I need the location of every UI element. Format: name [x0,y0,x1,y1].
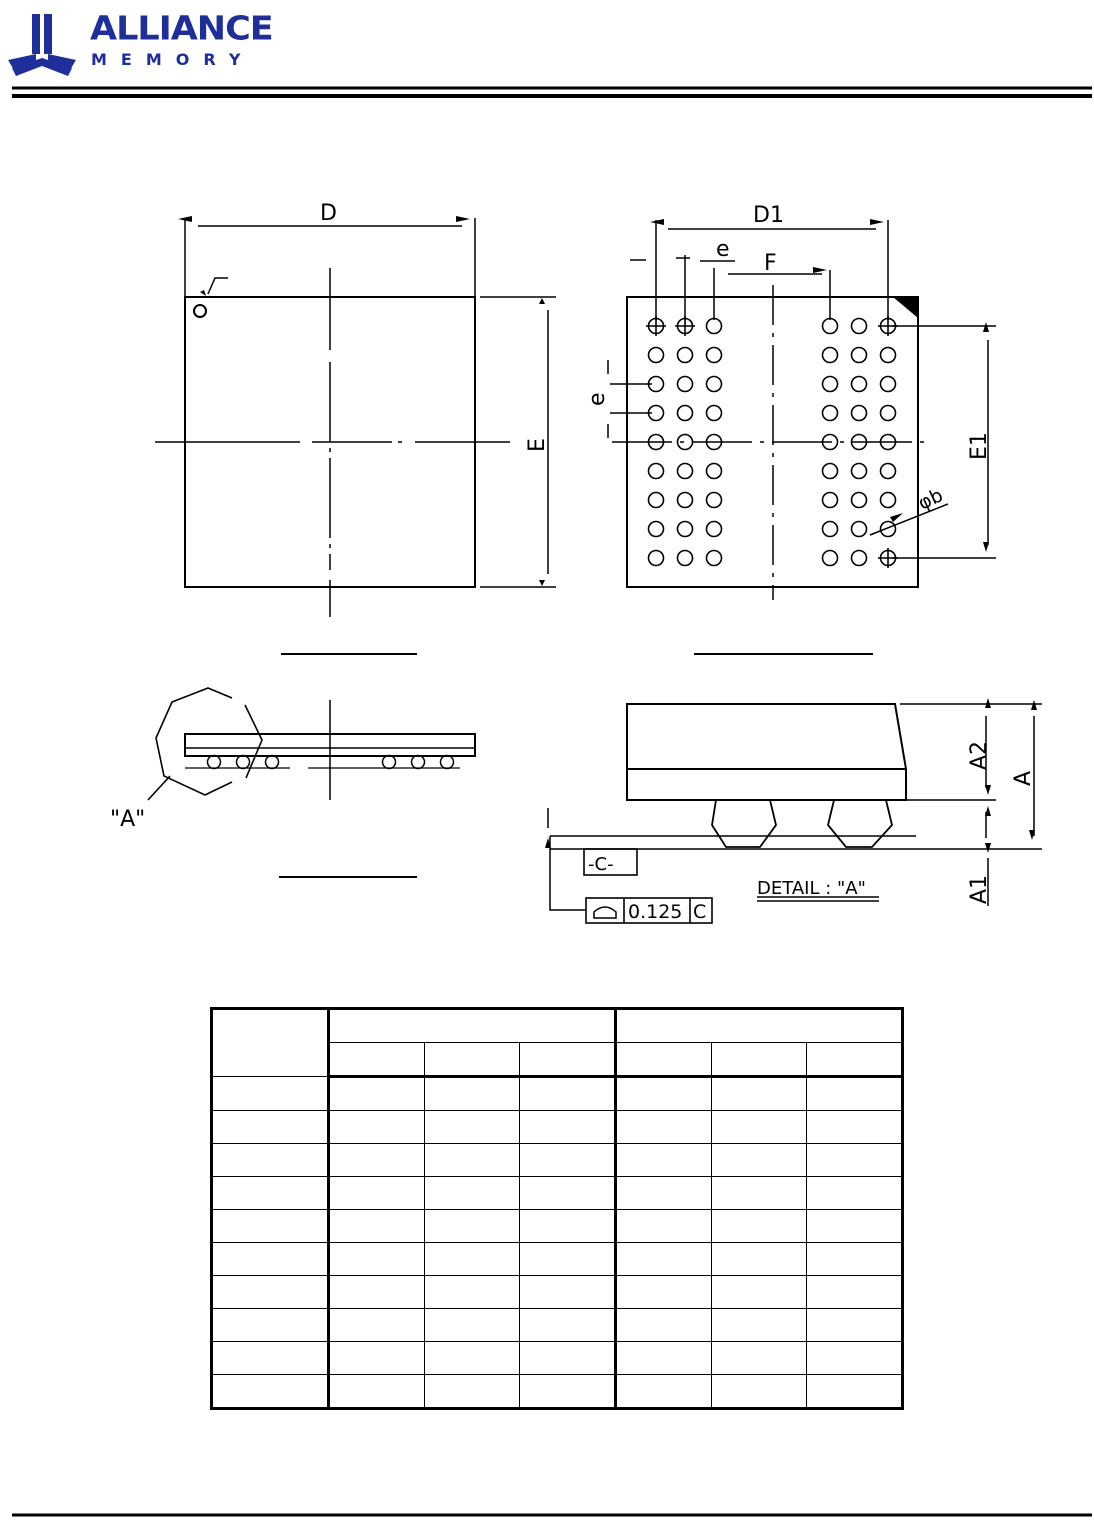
table-cell [712,1177,807,1210]
table-cell [616,1342,712,1375]
table-cell [425,1342,520,1375]
table-cell [807,1276,903,1309]
table-cell [212,1210,329,1243]
table-cell [807,1243,903,1276]
table-cell [329,1243,425,1276]
table-cell [807,1210,903,1243]
ball [881,406,896,421]
ball [881,493,896,508]
table-header-cell [807,1043,903,1077]
table-cell [712,1210,807,1243]
table-cell [520,1309,616,1342]
dimension-table [210,1007,904,1410]
ball [852,493,867,508]
table-row [212,1111,903,1144]
detail-a-callout: "A" [110,807,146,832]
table-cell [329,1375,425,1409]
ball [823,522,838,537]
table-cell [212,1309,329,1342]
table-cell [425,1111,520,1144]
ball [823,464,838,479]
ball [823,406,838,421]
dim-A-label: A [1011,770,1036,786]
table-cell [329,1276,425,1309]
dim-D1-label: D1 [753,203,784,228]
table-cell [520,1243,616,1276]
table-cell [329,1111,425,1144]
table-cell [212,1243,329,1276]
ball [649,348,664,363]
dim-ball-diameter-label: φb [914,484,947,515]
table-header-symbol [212,1009,329,1077]
table-cell [616,1276,712,1309]
table-header-group-left [329,1009,616,1043]
table-row [212,1177,903,1210]
datum-c-label: -C- [588,854,614,875]
table-row [212,1342,903,1375]
detail-a-title: DETAIL : "A" [757,878,866,899]
ball [707,493,722,508]
bottom-view [608,220,996,654]
table-row [212,1276,903,1309]
ball [823,493,838,508]
table-cell [616,1144,712,1177]
table-cell [807,1309,903,1342]
ball [707,348,722,363]
table-cell [520,1177,616,1210]
table-cell [712,1375,807,1409]
table-cell [425,1243,520,1276]
ball [678,464,693,479]
ball [649,522,664,537]
table-cell [712,1144,807,1177]
ball [881,348,896,363]
table-cell [425,1144,520,1177]
ball [852,464,867,479]
table-cell [212,1342,329,1375]
table-cell [712,1077,807,1111]
dim-A2-label: A2 [967,740,992,770]
ball [678,377,693,392]
ball [852,319,867,334]
ball [852,377,867,392]
table-row [212,1243,903,1276]
ball [649,551,664,566]
ball [678,522,693,537]
side-view [148,688,475,877]
dim-E1-label: E1 [967,432,992,460]
ball [707,319,722,334]
table-cell [329,1077,425,1111]
table-cell [520,1375,616,1409]
table-header-cell [520,1043,616,1077]
ball [823,348,838,363]
table-cell [212,1111,329,1144]
table-cell [616,1077,712,1111]
table-cell [329,1177,425,1210]
table-cell [329,1309,425,1342]
ball [707,551,722,566]
ball [881,377,896,392]
table-cell [712,1309,807,1342]
dim-A1-label: A1 [967,874,992,904]
ball [852,406,867,421]
table-row [212,1309,903,1342]
table-cell [807,1144,903,1177]
table-cell [520,1111,616,1144]
table-cell [616,1177,712,1210]
ball [881,464,896,479]
ball [823,551,838,566]
dim-e-horizontal-label: e [716,237,730,262]
ball [852,348,867,363]
ball [823,319,838,334]
ball [707,464,722,479]
table-row [212,1375,903,1409]
dim-D-label: D [320,201,337,226]
table-cell [807,1077,903,1111]
pin1-corner-marker [893,297,918,318]
table-cell [425,1177,520,1210]
table-header-cell [712,1043,807,1077]
ball [678,551,693,566]
table-cell [425,1077,520,1111]
dimension-arrowheads [178,216,1037,853]
dim-E-label: E [525,438,550,452]
ball [852,551,867,566]
ball [707,377,722,392]
table-cell [616,1210,712,1243]
table-cell [212,1144,329,1177]
table-cell [520,1276,616,1309]
ball [852,522,867,537]
table-header-cell [425,1043,520,1077]
ball [823,377,838,392]
table-row [212,1077,903,1111]
ball [678,348,693,363]
table-cell [520,1342,616,1375]
ball [707,522,722,537]
profile-of-surface-icon [594,907,616,918]
table-cell [616,1309,712,1342]
table-cell [425,1210,520,1243]
dim-F-label: F [764,251,777,276]
table-cell [520,1210,616,1243]
table-cell [212,1276,329,1309]
ball [707,406,722,421]
table-cell [425,1309,520,1342]
table-header-cell [329,1043,425,1077]
table-header-row-1 [212,1009,903,1043]
table-header-group-right [616,1009,903,1043]
table-cell [807,1177,903,1210]
table-cell [425,1375,520,1409]
table-cell [712,1111,807,1144]
table-cell [212,1177,329,1210]
table-row [212,1144,903,1177]
ball [649,493,664,508]
table-cell [616,1375,712,1409]
brand-subtitle: MEMORY [91,50,255,69]
table-cell [616,1111,712,1144]
ball [649,464,664,479]
ball [678,493,693,508]
table-cell [520,1144,616,1177]
table-header-cell [616,1043,712,1077]
table-cell [712,1276,807,1309]
table-cell [212,1375,329,1409]
pin1-marker [194,305,206,317]
table-cell [807,1375,903,1409]
table-body [212,1077,903,1409]
table-row [212,1210,903,1243]
ball [678,435,693,450]
table-cell [712,1243,807,1276]
table-cell [329,1210,425,1243]
table-cell [712,1342,807,1375]
table-cell [520,1077,616,1111]
table-cell [807,1342,903,1375]
table-cell [329,1342,425,1375]
ball [881,522,896,537]
dim-e-vertical-label: e [585,392,610,406]
top-view [155,218,556,654]
table-cell [212,1077,329,1111]
brand-name: ALLIANCE [90,10,273,49]
table-cell [616,1243,712,1276]
table-cell [807,1111,903,1144]
ball [678,406,693,421]
table-cell [329,1144,425,1177]
tolerance-value: 0.125 [628,901,683,923]
table-cell [425,1276,520,1309]
tolerance-datum: C [693,901,707,923]
